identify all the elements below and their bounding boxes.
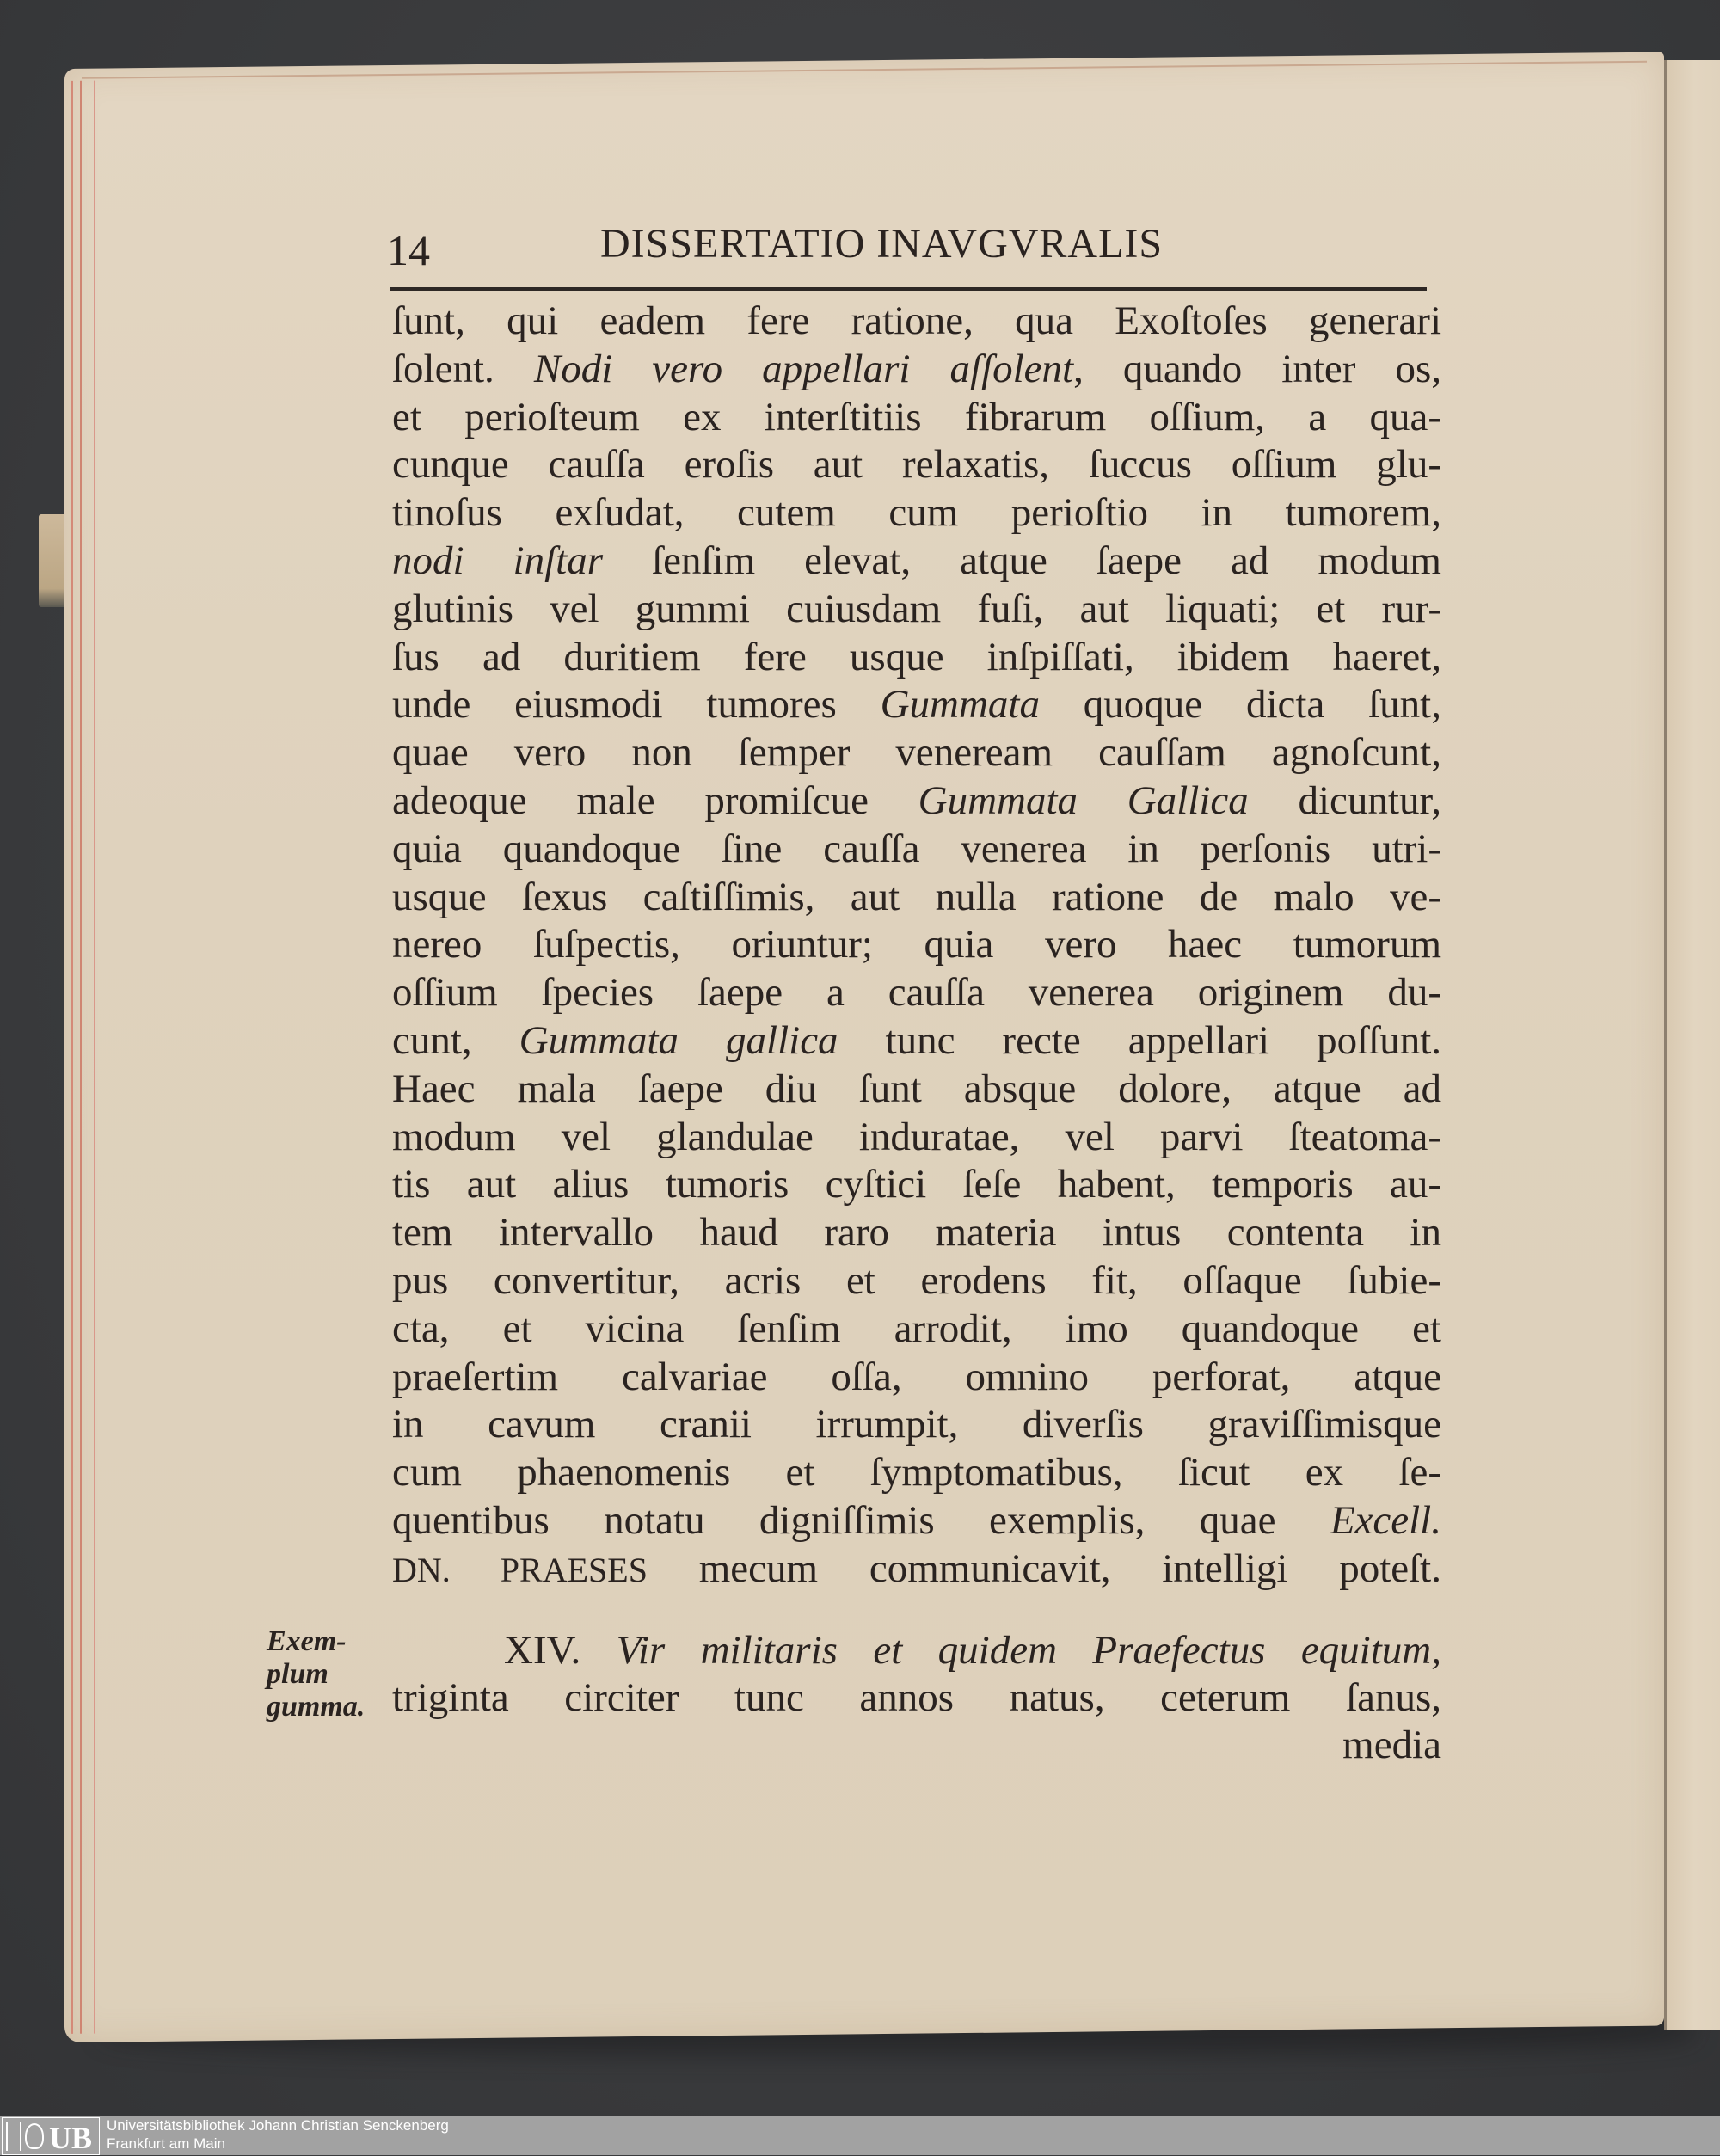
text-segment: ſolent.	[392, 346, 534, 391]
text-line	[392, 1066, 1441, 1114]
text-segment: oſſium ſpecies ſaepe a cauſſa venerea originem du-	[392, 970, 1441, 1016]
running-title: DISSERTATIO INAVGVRALIS	[600, 221, 1164, 267]
library-location: Frankfurt am Main	[107, 2135, 225, 2152]
marginal-line: Exem-	[267, 1625, 347, 1657]
page-edge-stack	[71, 81, 95, 2034]
text-line	[392, 537, 1441, 586]
text-segment: tis aut alius tumoris cyſtici ſeſe habent, temporis au-	[392, 1162, 1441, 1207]
header-rule	[390, 287, 1427, 291]
text-line	[392, 1209, 1441, 1257]
text-line	[392, 1545, 1441, 1594]
text-segment: unde eiusmodi tumores	[392, 682, 881, 728]
text-segment: ſunt, qui eadem fere ratione, qua Exoſtoſes generari	[392, 298, 1441, 343]
marginal-note	[267, 1625, 387, 1723]
text-segment: cunt,	[392, 1017, 519, 1063]
text-segment: cum phaenomenis et ſymptomatibus, ſicut ex ſe-	[392, 1450, 1441, 1496]
text-line	[392, 441, 1441, 489]
section-italic-lead: Vir militaris et quidem Praefectus equitum,	[616, 1628, 1441, 1673]
text-line	[392, 729, 1441, 777]
text-segment: tem intervallo haud raro materia intus contenta in	[392, 1210, 1441, 1256]
text-segment: praeſertim calvariae oſſa, omnino perforat, atque	[392, 1354, 1441, 1399]
text-line	[392, 1401, 1441, 1449]
italic-term: Gummata Gallica	[918, 777, 1249, 823]
text-line	[392, 1257, 1441, 1305]
marginal-line: gumma.	[267, 1691, 366, 1723]
facing-page-edge	[1664, 60, 1720, 2030]
text-segment: usque ſexus caſtiſſimis, aut nulla ratione de malo ve-	[392, 874, 1441, 919]
text-segment: modum vel glandulae induratae, vel parvi ſteatoma-	[392, 1114, 1441, 1159]
section-xiv	[392, 1627, 1441, 1769]
text-line	[392, 1305, 1441, 1354]
text-line	[392, 1449, 1441, 1497]
text-line	[392, 394, 1441, 442]
text-segment: mecum communicavit, intelligi poteſt.	[647, 1545, 1441, 1591]
ub-logo-icon	[2, 2117, 100, 2155]
catchword: media	[1342, 1723, 1441, 1767]
text-segment: , quando inter os,	[1073, 346, 1441, 391]
text-line	[392, 969, 1441, 1017]
text-line	[392, 634, 1441, 682]
text-line	[392, 586, 1441, 634]
text-segment: glutinis vel gummi cuiusdam fuſi, aut liquati; et rur-	[392, 586, 1441, 631]
text-line	[392, 1114, 1441, 1162]
text-line	[392, 777, 1441, 826]
section-first-line	[392, 1627, 1441, 1674]
text-segment: adeoque male promiſcue	[392, 777, 918, 823]
italic-term: Gummata gallica	[519, 1017, 838, 1063]
text-segment: quentibus notatu digniſſimis exemplis, quae	[392, 1497, 1330, 1543]
text-segment: ſenſim elevat, atque ſaepe ad modum	[603, 537, 1441, 583]
section-second-line: triginta circiter tunc annos natus, ceterum ſanus,	[392, 1675, 1441, 1720]
italic-term: Nodi vero appellari aſſolent	[533, 346, 1074, 391]
text-segment: ſus ad duritiem fere usque inſpiſſati, ibidem haeret,	[392, 634, 1441, 679]
page-number: 14	[387, 226, 430, 274]
body-text	[392, 298, 1441, 1594]
section-numeral: XIV.	[504, 1628, 581, 1673]
text-segment: in cavum cranii irrumpit, diverſis graviſſimisque	[392, 1402, 1441, 1447]
text-segment: et perioſteum ex interſtitiis fibrarum oſſium, a qua-	[392, 394, 1441, 439]
text-line	[392, 681, 1441, 729]
text-segment: tunc recte appellari poſſunt.	[838, 1017, 1442, 1063]
text-segment: cta, et vicina ſenſim arrodit, imo quandoque et	[392, 1305, 1441, 1351]
text-segment: tinoſus exſudat, cutem cum perioſtio in tumorem,	[392, 490, 1441, 536]
running-header	[378, 215, 1445, 275]
text-line	[392, 921, 1441, 969]
text-line	[392, 1161, 1441, 1209]
text-segment: quae vero non ſemper veneream cauſſam agnoſcunt,	[392, 730, 1441, 776]
text-line	[392, 298, 1441, 346]
logo-portrait-icon	[25, 2123, 44, 2149]
library-name: Universitätsbibliothek Johann Christian Senckenberg	[107, 2117, 449, 2134]
text-line	[392, 874, 1441, 922]
text-line	[392, 1497, 1441, 1545]
text-segment: nereo ſuſpectis, oriuntur; quia vero haec tumorum	[392, 922, 1441, 967]
text-line	[392, 346, 1441, 394]
italic-term: Excell.	[1330, 1497, 1441, 1543]
text-segment: quia quandoque ſine cauſſa venerea in perſonis utri-	[392, 826, 1441, 871]
italic-term: nodi inſtar	[392, 537, 604, 583]
text-line	[392, 489, 1441, 537]
logo-text: UB	[49, 2121, 93, 2155]
page-content	[378, 215, 1445, 1767]
italic-term: Gummata	[880, 682, 1040, 728]
text-segment: quoque dicta ſunt,	[1039, 682, 1441, 728]
text-segment: cunque cauſſa eroſis aut relaxatis, ſuccus oſſium glu-	[392, 442, 1441, 488]
text-segment: pus convertitur, acris et erodens fit, oſſaque ſubie-	[392, 1257, 1441, 1303]
smallcaps-name: DN. PRAESES	[392, 1550, 648, 1589]
text-line	[392, 826, 1441, 874]
marginal-line: plum	[267, 1658, 329, 1690]
library-footer	[0, 2116, 1720, 2155]
text-line	[392, 1017, 1441, 1066]
logo-columns-icon	[6, 2122, 22, 2151]
text-segment: dicuntur,	[1248, 777, 1441, 823]
text-line	[392, 1354, 1441, 1402]
text-segment: Haec mala ſaepe diu ſunt absque dolore, atque ad	[392, 1066, 1441, 1111]
